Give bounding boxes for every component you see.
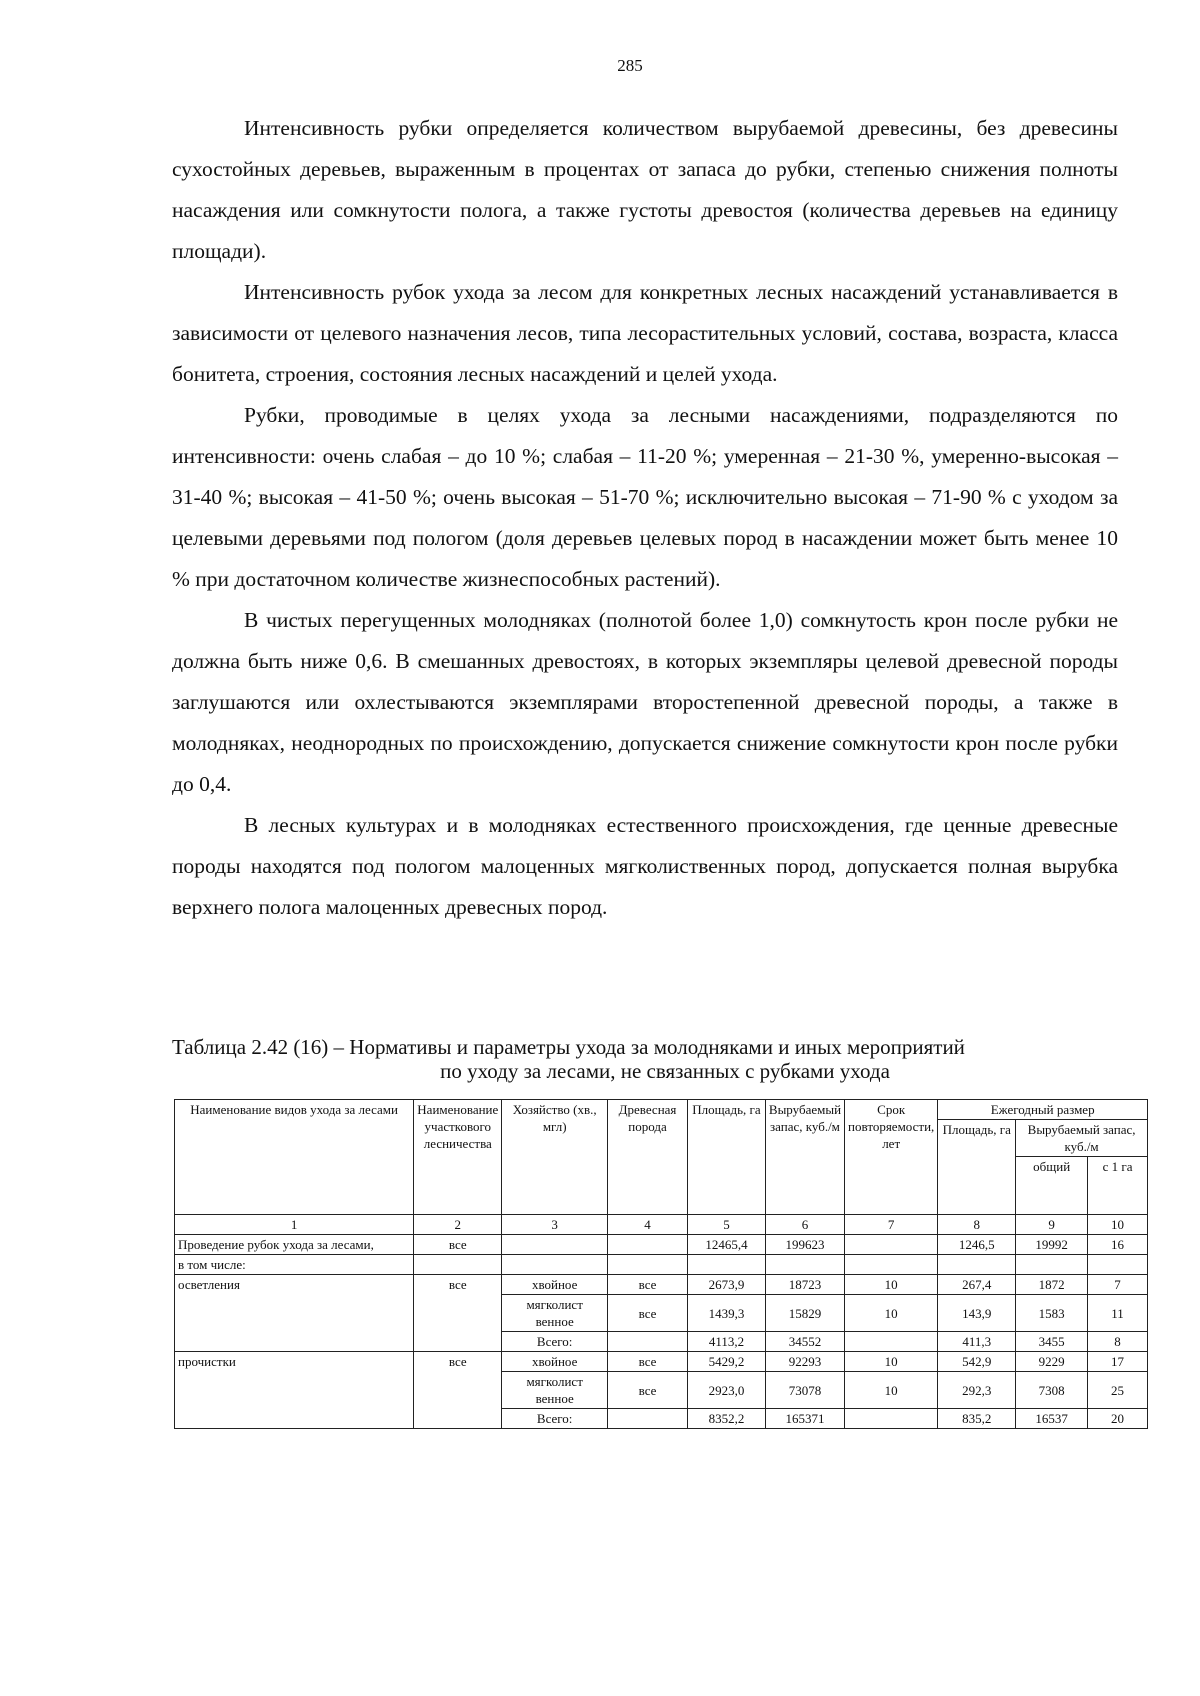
header-cell: Площадь, га bbox=[688, 1100, 766, 1215]
cell: 10 bbox=[845, 1352, 938, 1372]
header-cell: Вырубаемый запас, куб./м bbox=[1016, 1120, 1148, 1157]
column-number: 5 bbox=[688, 1215, 766, 1235]
header-cell: Древесная порода bbox=[608, 1100, 688, 1215]
cell: 292,3 bbox=[938, 1372, 1016, 1409]
cell bbox=[845, 1409, 938, 1429]
header-cell: общий bbox=[1016, 1157, 1088, 1215]
cell bbox=[608, 1255, 688, 1275]
cell: все bbox=[608, 1275, 688, 1295]
paragraph: В лесных культурах и в молодняках естественного происхождения, где ценные древесные породы находятся под пологом малоценных мягколиственных пород, допускается полная вырубка верхнего полога малоценных древесных пород. bbox=[172, 813, 1118, 919]
cell: 411,3 bbox=[938, 1332, 1016, 1352]
cell: 835,2 bbox=[938, 1409, 1016, 1429]
cell: 7308 bbox=[1016, 1372, 1088, 1409]
cell: 143,9 bbox=[938, 1295, 1016, 1332]
cell: 9229 bbox=[1016, 1352, 1088, 1372]
table-caption-line: Таблица 2.42 (16) – Нормативы и параметры ухода за молодняками и иных мероприятий bbox=[172, 1035, 965, 1059]
cell: 4113,2 bbox=[688, 1332, 766, 1352]
cell: 73078 bbox=[765, 1372, 844, 1409]
cell bbox=[765, 1255, 844, 1275]
cell: все bbox=[414, 1235, 502, 1255]
cell: 16537 bbox=[1016, 1409, 1088, 1429]
cell: 2923,0 bbox=[688, 1372, 766, 1409]
cell bbox=[414, 1255, 502, 1275]
cell: 1439,3 bbox=[688, 1295, 766, 1332]
paragraph: Интенсивность рубок ухода за лесом для конкретных лесных насаждений устанавливается в зависимости от целевого назначения лесов, типа лесорастительных условий, состава, возраста, класса бонитета, строения, состояния лесных насаждений и целей ухода. bbox=[172, 280, 1118, 386]
cell bbox=[1016, 1255, 1088, 1275]
column-number: 9 bbox=[1016, 1215, 1088, 1235]
cell: 1583 bbox=[1016, 1295, 1088, 1332]
cell bbox=[845, 1255, 938, 1275]
cell: Всего: bbox=[502, 1409, 608, 1429]
cell: все bbox=[414, 1352, 502, 1429]
cell: 10 bbox=[845, 1372, 938, 1409]
cell: 8352,2 bbox=[688, 1409, 766, 1429]
cell: все bbox=[608, 1352, 688, 1372]
cell: 1872 bbox=[1016, 1275, 1088, 1295]
column-number: 6 bbox=[765, 1215, 844, 1235]
cell: 19992 bbox=[1016, 1235, 1088, 1255]
paragraph: Рубки, проводимые в целях ухода за лесными насаждениями, подразделяются по интенсивности: очень слабая – до 10 %; слабая – 11-20 %; умеренная – 21-30 %, умеренно-высокая – 31-40 %; высокая – 41-50 %; очень высокая – 51-70 %; исключительно высокая – 71-90 % с уходом за целевыми деревьями под пологом (доля деревьев целевых пород в насаждении может быть менее 10 % при достаточном количестве жизнеспособных растений). bbox=[172, 403, 1118, 591]
cell: 16 bbox=[1088, 1235, 1148, 1255]
table-caption-line: по уходу за лесами, не связанных с рубками ухода bbox=[440, 1059, 890, 1083]
cell: 25 bbox=[1088, 1372, 1148, 1409]
cell bbox=[608, 1235, 688, 1255]
header-cell: Площадь, га bbox=[938, 1120, 1016, 1215]
cell: мягколиственное bbox=[502, 1295, 608, 1332]
table-row bbox=[175, 1235, 1148, 1255]
cell: 3455 bbox=[1016, 1332, 1088, 1352]
page-number: 285 bbox=[617, 56, 643, 75]
cell bbox=[938, 1255, 1016, 1275]
cell: 17 bbox=[1088, 1352, 1148, 1372]
cell: 10 bbox=[845, 1275, 938, 1295]
cell bbox=[845, 1235, 938, 1255]
header-cell: Хозяйство (хв., мгл) bbox=[502, 1100, 608, 1215]
cell: 12465,4 bbox=[688, 1235, 766, 1255]
header-cell: с 1 га bbox=[1088, 1157, 1148, 1215]
table-row bbox=[175, 1255, 1148, 1275]
cell: 92293 bbox=[765, 1352, 844, 1372]
cell: хвойное bbox=[502, 1275, 608, 1295]
column-number: 2 bbox=[414, 1215, 502, 1235]
cell: 34552 bbox=[765, 1332, 844, 1352]
table-row bbox=[175, 1275, 1148, 1295]
cell: в том числе: bbox=[175, 1255, 414, 1275]
cell bbox=[608, 1332, 688, 1352]
header-cell: Ежегодный размер bbox=[938, 1100, 1148, 1120]
paragraph: Интенсивность рубки определяется количеством вырубаемой древесины, без древесины сухостойных деревьев, выраженным в процентах от запаса до рубки, степенью снижения полноты насаждения или сомкнутости полога, а также густоты древостоя (количества деревьев на единицу площади). bbox=[172, 116, 1118, 263]
cell: все bbox=[608, 1295, 688, 1332]
column-number: 7 bbox=[845, 1215, 938, 1235]
column-number: 3 bbox=[502, 1215, 608, 1235]
cell: 18723 bbox=[765, 1275, 844, 1295]
norms-table bbox=[174, 1099, 1148, 1429]
column-number: 10 bbox=[1088, 1215, 1148, 1235]
header-cell: Срок повторяемости, лет bbox=[845, 1100, 938, 1215]
cell: 199623 bbox=[765, 1235, 844, 1255]
paragraph: В чистых перегущенных молодняках (полнотой более 1,0) сомкнутость крон после рубки не должна быть ниже 0,6. В смешанных древостоях, в которых экземпляры целевой древесной породы заглушаются или охлестываются экземплярами второстепенной древесной породы, а также в молодняках, неоднородных по происхождению, допускается снижение сомкнутости крон после рубки до 0,4. bbox=[172, 608, 1118, 796]
cell bbox=[502, 1235, 608, 1255]
cell: 165371 bbox=[765, 1409, 844, 1429]
table-caption bbox=[172, 1035, 1118, 1083]
cell: 15829 bbox=[765, 1295, 844, 1332]
header-cell: Вырубаемый запас, куб./м bbox=[765, 1100, 844, 1215]
cell bbox=[502, 1255, 608, 1275]
cell: Всего: bbox=[502, 1332, 608, 1352]
cell: 542,9 bbox=[938, 1352, 1016, 1372]
cell: осветления bbox=[175, 1275, 414, 1352]
cell: прочистки bbox=[175, 1352, 414, 1429]
cell bbox=[1088, 1255, 1148, 1275]
cell bbox=[608, 1409, 688, 1429]
cell: 267,4 bbox=[938, 1275, 1016, 1295]
cell: все bbox=[414, 1275, 502, 1352]
cell: 11 bbox=[1088, 1295, 1148, 1332]
cell bbox=[688, 1255, 766, 1275]
cell: мягколиственное bbox=[502, 1372, 608, 1409]
cell: Проведение рубок ухода за лесами, bbox=[175, 1235, 414, 1255]
cell: все bbox=[608, 1372, 688, 1409]
header-cell: Наименование видов ухода за лесами bbox=[175, 1100, 414, 1215]
header-cell: Наименование участкового лесничества bbox=[414, 1100, 502, 1215]
cell bbox=[845, 1332, 938, 1352]
cell: 8 bbox=[1088, 1332, 1148, 1352]
cell: 7 bbox=[1088, 1275, 1148, 1295]
column-number: 4 bbox=[608, 1215, 688, 1235]
cell: 5429,2 bbox=[688, 1352, 766, 1372]
cell: 20 bbox=[1088, 1409, 1148, 1429]
table-row bbox=[175, 1352, 1148, 1372]
cell: 1246,5 bbox=[938, 1235, 1016, 1255]
column-number: 8 bbox=[938, 1215, 1016, 1235]
cell: 10 bbox=[845, 1295, 938, 1332]
cell: 2673,9 bbox=[688, 1275, 766, 1295]
body-text bbox=[172, 108, 1118, 928]
cell: хвойное bbox=[502, 1352, 608, 1372]
column-number: 1 bbox=[175, 1215, 414, 1235]
